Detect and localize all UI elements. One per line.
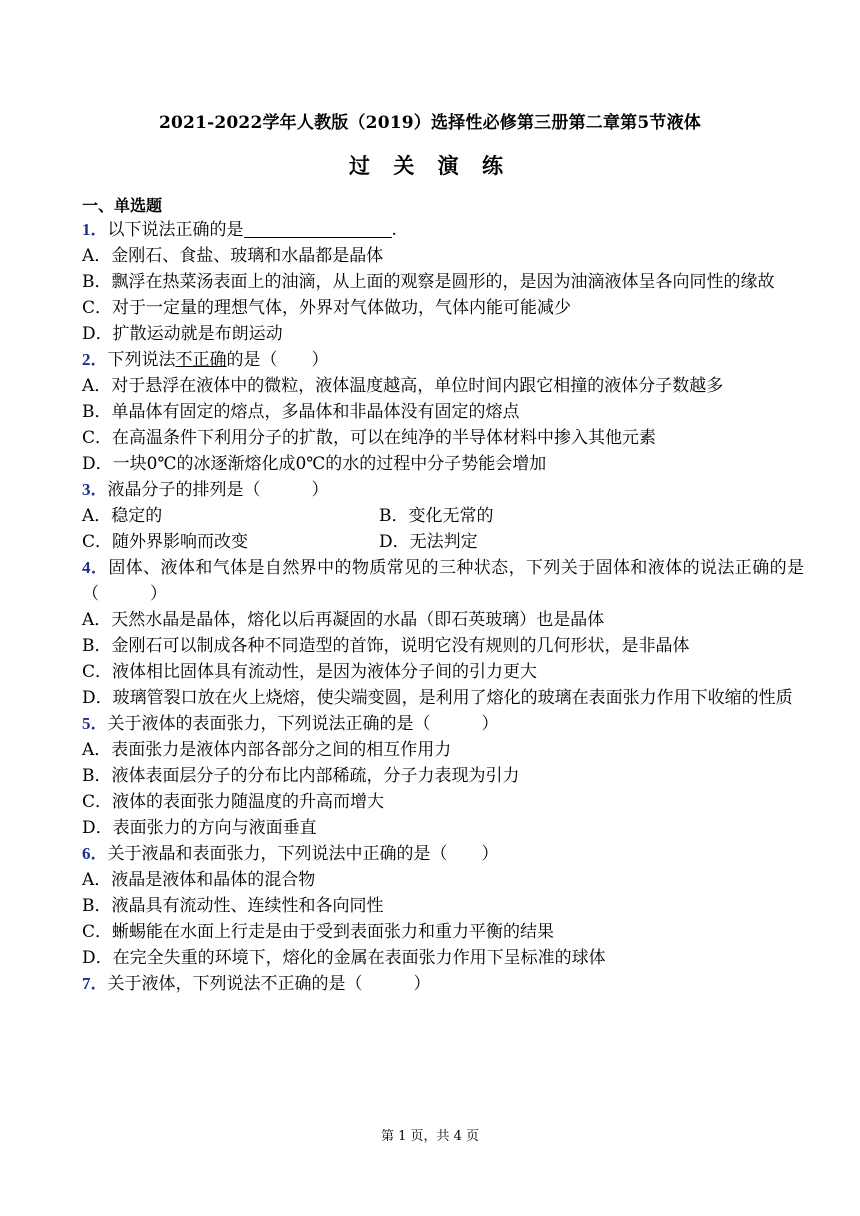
question-number: 1．	[82, 220, 108, 239]
question-6	[82, 841, 804, 971]
stem-text: 关于液体，下列说法不正确的是（ ）	[107, 974, 431, 994]
stem-text: 下列说法	[107, 350, 176, 370]
option-b: B．液晶具有流动性、连续性和各向同性	[82, 896, 384, 916]
stem-text: 以下说法正确的是	[107, 220, 244, 240]
question-stem	[82, 555, 804, 607]
option-d: D．表面张力的方向与液面垂直	[82, 818, 317, 838]
question-stem	[82, 477, 804, 503]
option-c: C．随外界影响而改变	[82, 532, 249, 552]
option-b: B．液体表面层分子的分布比内部稀疏，分子力表现为引力	[82, 766, 520, 786]
question-stem	[82, 217, 804, 243]
option-a: A．液晶是液体和晶体的混合物	[82, 870, 316, 890]
question-stem	[82, 347, 804, 373]
question-stem	[82, 711, 804, 737]
stem-text-end: 的是（ ）	[226, 350, 329, 370]
option-row	[82, 529, 804, 555]
question-5	[82, 711, 804, 841]
stem-text-end: .	[391, 220, 397, 240]
question-content	[82, 195, 804, 997]
option-b: B．金刚石可以制成各种不同造型的首饰，说明它没有规则的几何形状，是非晶体	[82, 636, 690, 656]
option-row	[82, 503, 804, 529]
option-d: D．一块0℃的冰逐渐熔化成0℃的水的过程中分子势能会增加	[82, 454, 547, 474]
option-d: D．玻璃管裂口放在火上烧熔，使尖端变圆，是利用了熔化的玻璃在表面张力作用下收缩的性质	[82, 688, 793, 708]
question-number: 3．	[82, 480, 108, 499]
question-stem	[82, 971, 804, 997]
document-title: 2021-2022学年人教版（2019）选择性必修第三册第二章第5节液体	[158, 113, 702, 133]
option-d: D．无法判定	[379, 532, 478, 552]
option-c: C．对于一定量的理想气体，外界对气体做功，气体内能可能减少	[82, 298, 572, 318]
question-7	[82, 971, 804, 997]
section-heading: 一、单选题	[82, 196, 163, 215]
stem-text: 关于液晶和表面张力，下列说法中正确的是（ ）	[107, 844, 499, 864]
page-footer: 第 1 页，共 4 页	[380, 1129, 480, 1144]
option-c: C．液体的表面张力随温度的升高而增大	[82, 792, 385, 812]
option-a: A．稳定的	[82, 506, 163, 526]
question-number: 4．	[82, 558, 109, 577]
option-c: C．在高温条件下利用分子的扩散，可以在纯净的半导体材料中掺入其他元素	[82, 428, 657, 448]
question-number: 2．	[82, 350, 108, 369]
answer-blank	[244, 219, 392, 238]
question-stem	[82, 841, 804, 867]
option-b: B．飘浮在热菜汤表面上的油滴，从上面的观察是圆形的，是因为油滴液体呈各向同性的缘故	[82, 272, 775, 292]
stem-text: 液晶分子的排列是（ ）	[107, 480, 329, 500]
option-a: A．表面张力是液体内部各部分之间的相互作用力	[82, 740, 452, 760]
option-b: B．变化无常的	[379, 506, 494, 526]
option-a: A．金刚石、食盐、玻璃和水晶都是晶体	[82, 246, 384, 266]
question-number: 7．	[82, 974, 108, 993]
option-d: D．扩散运动就是布朗运动	[82, 324, 283, 344]
option-c: C．液体相比固体具有流动性，是因为液体分子间的引力更大	[82, 662, 538, 682]
option-a: A．对于悬浮在液体中的微粒，液体温度越高，单位时间内跟它相撞的液体分子数越多	[82, 376, 724, 396]
stem-text: 固体、液体和气体是自然界中的物质常见的三种状态，下列关于固体和液体的说法正确的是（ ）	[82, 558, 805, 604]
question-4	[82, 555, 804, 711]
stem-underlined-text: 不正确	[175, 350, 227, 370]
question-3	[82, 477, 804, 555]
stem-text: 关于液体的表面张力，下列说法正确的是（ ）	[107, 714, 499, 734]
question-number: 5．	[82, 714, 108, 733]
option-c: C．蜥蜴能在水面上行走是由于受到表面张力和重力平衡的结果	[82, 922, 555, 942]
document-subtitle: 过 关 演 练	[349, 153, 511, 178]
option-a: A．天然水晶是晶体，熔化以后再凝固的水晶（即石英玻璃）也是晶体	[82, 610, 605, 630]
option-d: D．在完全失重的环境下，熔化的金属在表面张力作用下呈标准的球体	[82, 948, 606, 968]
option-b: B．单晶体有固定的熔点，多晶体和非晶体没有固定的熔点	[82, 402, 520, 422]
question-2	[82, 347, 804, 477]
question-number: 6．	[82, 844, 108, 863]
question-1	[82, 217, 804, 347]
